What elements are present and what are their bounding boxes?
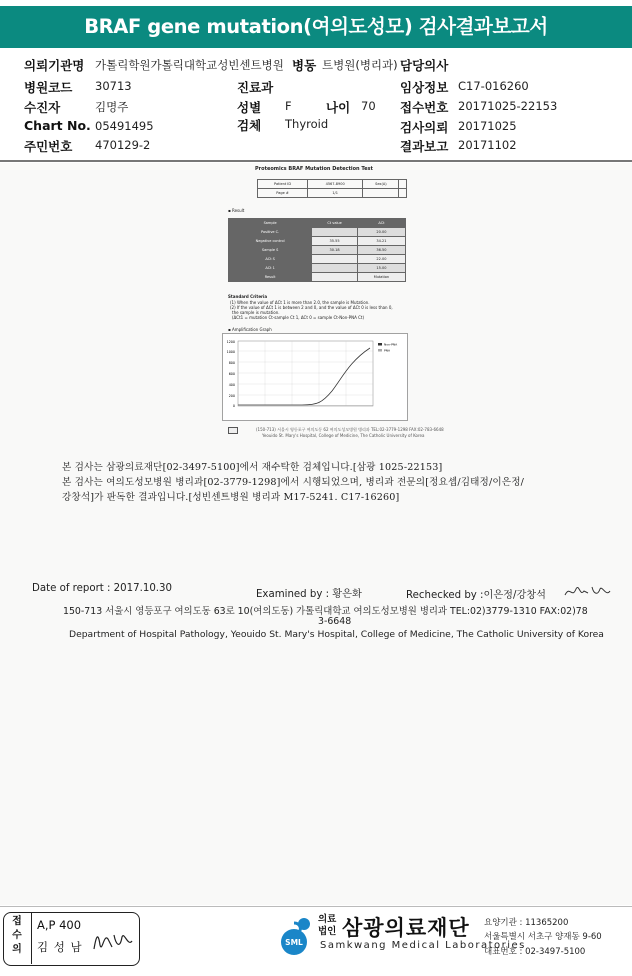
mini-footer-2: Yeouido St. Mary's Hospital, College of Medicine, The Catholic University of Korea — [262, 433, 425, 438]
table-cell: Sample — [229, 219, 312, 228]
result-row — [229, 255, 406, 264]
stamp-line-2: 김 성 남 — [37, 940, 83, 954]
table-cell: 34.21 — [357, 237, 405, 246]
graph-y-tick: 600 — [228, 372, 235, 376]
patient-info-table — [257, 179, 407, 198]
table-cell: Mutation — [357, 273, 405, 282]
criteria-line-4: (ΔCt1 = mutation Ct-sample Ct 1, ΔCt 0 = sample Ct-Non-PNA Ct) — [232, 315, 365, 320]
result-row — [229, 264, 406, 273]
age-label: 나이 — [326, 100, 351, 115]
institution-label: 의뢰기관명 — [24, 58, 85, 73]
result-label: ▪ Result — [228, 208, 245, 213]
table-cell — [312, 228, 358, 237]
result-row — [229, 246, 406, 255]
table-cell — [312, 264, 358, 273]
stamp-signature-image — [90, 927, 136, 957]
criteria-line-2: (2) If the value of ΔCt 1 is between 2 and 0, and the value of ΔCt 0 is less than 0, — [230, 305, 393, 310]
logo-name: 삼광의료재단 — [342, 916, 470, 940]
logo-english-name: Samkwang Medical Laboratories — [320, 940, 526, 951]
table-cell: Ct value — [312, 219, 358, 228]
graph-y-tick: 200 — [228, 394, 235, 398]
korean-note-1: 본 검사는 삼광의료재단[02-3497-5100]에서 재수탁한 검체입니다.[삼광 1025-22153] — [62, 462, 443, 473]
attending-label: 담당의사 — [400, 58, 449, 73]
mini-title: Proteomics BRAF Mutation Detection Test — [255, 166, 373, 172]
specimen-value: Thyroid — [285, 117, 329, 131]
criteria-label: Standard Criteria — [228, 294, 268, 299]
chart-label: Chart No. — [24, 118, 91, 133]
korean-note-2: 본 검사는 여의도성모병원 병리과[02-3779-1298]에서 시행되었으며, 병리과 전문의[정요셉/김태정/이은정/ — [62, 477, 524, 488]
criteria-line-3: the sample is mutation. — [232, 310, 280, 315]
table-cell — [399, 189, 407, 198]
table-cell: ΔCt — [357, 219, 405, 228]
receipt-value: 20171025-22153 — [458, 99, 558, 113]
institution-value: 가톨릭학원가톨릭대학교성빈센트병원 — [95, 58, 284, 72]
stamp-side-label: 접 수 의 — [12, 916, 22, 955]
legend-non-pna: Non-PNA — [384, 342, 398, 347]
result-row — [229, 237, 406, 246]
address-line: 150-713 서울시 영등포구 여의도동 63로 10(여의도동) 가톨릭대학교 여의도성모병원 병리과 TEL:02)3779-1310 FAX:02)78 — [63, 606, 588, 617]
table-cell: Sample S — [229, 246, 312, 255]
table-cell — [399, 180, 407, 189]
table-cell: 35.55 — [312, 237, 358, 246]
table-cell: 20.00 — [357, 228, 405, 237]
legend-pna: PNA — [384, 348, 391, 353]
table-cell — [363, 189, 399, 198]
amplification-graph — [222, 333, 408, 421]
department-line: Department of Hospital Pathology, Yeouido St. Mary's Hospital, College of Medicine, The Catholic University of Korea — [69, 629, 604, 640]
examined-by: Examined by : 황은화 — [256, 589, 362, 600]
receipt-stamp — [3, 912, 140, 966]
chart-value: 05491495 — [95, 119, 154, 133]
mini-logo-icon — [228, 427, 238, 434]
table-cell: 22.00 — [357, 255, 405, 264]
table-cell: Patient ID — [258, 180, 308, 189]
specimen-label: 검체 — [237, 118, 262, 133]
info-row — [258, 189, 407, 198]
hospital-code-label: 병원코드 — [24, 80, 73, 95]
table-cell: 30.18 — [312, 246, 358, 255]
footer-divider — [0, 906, 632, 907]
resident-label: 주민번호 — [24, 139, 73, 154]
sex-label: 성별 — [237, 100, 262, 115]
logo-badge-text: SML — [285, 938, 303, 947]
clinical-info-value: C17-016260 — [458, 79, 529, 93]
test-request-value: 20171025 — [458, 119, 517, 133]
clinical-info-label: 임상정보 — [400, 80, 449, 95]
table-cell: Result — [229, 273, 312, 282]
institution-phone: 대표번호 : 02-3497-5100 — [484, 947, 586, 957]
table-cell: 4567-8900 — [308, 180, 363, 189]
graph-y-tick: 1000 — [226, 350, 235, 354]
age-value: 70 — [361, 99, 376, 113]
header-divider — [0, 160, 632, 162]
report-value: 20171102 — [458, 138, 517, 152]
table-cell: Negative control — [229, 237, 312, 246]
mini-footer-1: (150-713) 서울시 영등포구 여의도동 62 여의도성모병원 병리과 TEL:02-3779-1298 FAX:02-783-6648 — [256, 427, 444, 432]
result-row — [229, 273, 406, 282]
graph-y-tick: 1200 — [226, 340, 235, 344]
table-cell: Positive C. — [229, 228, 312, 237]
result-row — [229, 228, 406, 237]
ward-label: 병동 — [292, 58, 317, 73]
table-cell — [312, 273, 358, 282]
signature-image — [562, 581, 618, 603]
sml-logo-icon — [272, 913, 316, 957]
rechecked-by: Rechecked by :이은정/강창석 — [406, 590, 546, 601]
address-line-cont: 3-6648 — [318, 616, 352, 627]
graph-y-tick: 0 — [232, 404, 235, 408]
institution-code: 요양기관 : 11365200 — [484, 918, 569, 928]
report-title: BRAF gene mutation(여의도성모) 검사결과보고서 — [0, 6, 632, 48]
sex-value: F — [285, 99, 292, 113]
korean-note-3: 강창석]가 판독한 결과입니다.[성빈센트병원 병리과 M17-5241. C17-16260] — [62, 492, 400, 503]
resident-value: 470129-2 — [95, 138, 151, 152]
table-cell: 36.50 — [357, 246, 405, 255]
graph-y-tick: 800 — [228, 361, 235, 365]
logo-corp-label: 의료 법인 — [318, 914, 337, 937]
department-label: 진료과 — [237, 80, 274, 95]
report-label: 결과보고 — [400, 139, 449, 154]
stamp-line-1: A,P 400 — [37, 918, 82, 932]
patient-label: 수진자 — [24, 100, 61, 115]
receipt-label: 접수번호 — [400, 100, 449, 115]
institution-address: 서울특별시 서초구 양재동 9-60 — [484, 932, 602, 942]
result-table — [228, 218, 406, 282]
ward-value: 트병원(병리과) — [322, 58, 398, 72]
graph-label: ▪ Amplification Graph — [228, 327, 272, 332]
graph-y-tick: 400 — [228, 383, 235, 387]
table-cell: ΔCt 1 — [229, 264, 312, 273]
criteria-line-1: (1) When the value of ΔCt 1 is more than 2.0, the sample is Mutation. — [230, 300, 370, 305]
patient-value: 김명주 — [95, 100, 129, 114]
table-cell: Sex(A) — [363, 180, 399, 189]
table-cell: 1/1 — [308, 189, 363, 198]
table-cell — [312, 255, 358, 264]
hospital-code-value: 30713 — [95, 79, 132, 93]
result-row — [229, 219, 406, 228]
scanned-report — [0, 163, 632, 905]
info-row — [258, 180, 407, 189]
table-cell: ΔCt S — [229, 255, 312, 264]
table-cell: 15.00 — [357, 264, 405, 273]
table-cell: Page # — [258, 189, 308, 198]
test-request-label: 검사의뢰 — [400, 120, 449, 135]
date-of-report: Date of report : 2017.10.30 — [32, 583, 172, 594]
